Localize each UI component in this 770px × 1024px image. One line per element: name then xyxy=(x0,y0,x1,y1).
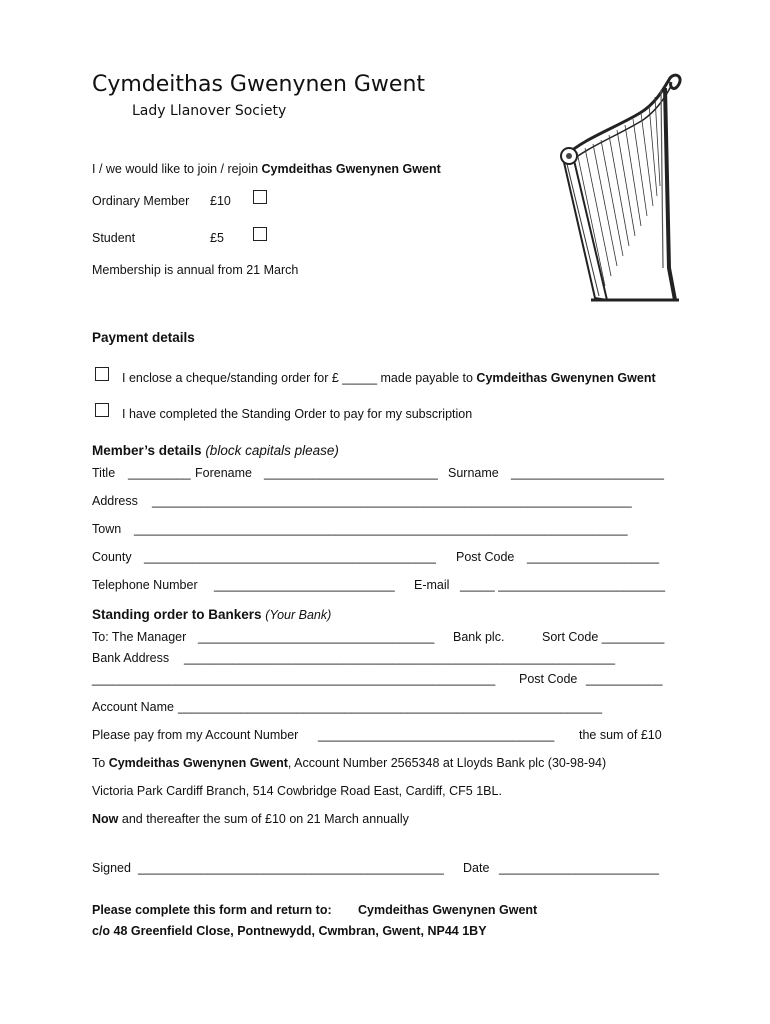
signed-label: Signed xyxy=(92,861,131,875)
bank-address-field[interactable]: ______________________________________________________________ xyxy=(184,651,616,665)
standing-order-note: (Your Bank) xyxy=(265,608,332,622)
account-number-field[interactable]: __________________________________ xyxy=(318,728,555,742)
postcode-label: Post Code xyxy=(456,550,515,564)
payment-heading: Payment details xyxy=(92,330,195,345)
forename-field[interactable]: _________________________ xyxy=(264,466,438,480)
address-label: Address xyxy=(92,494,138,508)
bank-address-label: Bank Address xyxy=(92,651,170,665)
cheque-checkbox[interactable] xyxy=(95,367,109,381)
member-details-heading xyxy=(92,443,339,458)
bank-postcode-label: Post Code xyxy=(519,672,578,686)
now-word: Now xyxy=(92,812,119,826)
ordinary-member-label: Ordinary Member xyxy=(92,194,190,208)
account-number-label: Please pay from my Account Number xyxy=(92,728,299,742)
cheque-statement xyxy=(122,371,656,385)
ordinary-member-checkbox[interactable] xyxy=(253,190,267,204)
payee-statement xyxy=(92,756,606,770)
return-instruction: Please complete this form and return to: xyxy=(92,903,332,917)
student-checkbox[interactable] xyxy=(253,227,267,241)
harp-icon xyxy=(545,68,685,308)
date-label: Date xyxy=(463,861,490,875)
branch-address: Victoria Park Cardiff Branch, 514 Cowbridge Road East, Cardiff, CF5 1BL. xyxy=(92,784,502,798)
signature-field[interactable]: ____________________________________________ xyxy=(138,861,444,875)
title-field[interactable]: _________ xyxy=(128,466,191,480)
surname-field[interactable]: ______________________ xyxy=(511,466,664,480)
telephone-label: Telephone Number xyxy=(92,578,198,592)
return-org-name: Cymdeithas Gwenynen Gwent xyxy=(358,903,538,917)
email-label: E-mail xyxy=(414,578,450,592)
bank-plc-label: Bank plc. xyxy=(453,630,505,644)
form-title: Cymdeithas Gwenynen Gwent xyxy=(92,72,426,97)
cheque-text: I enclose a cheque/standing order for £ _____ made payable to xyxy=(122,371,477,385)
membership-annual-note: Membership is annual from 21 March xyxy=(92,263,299,277)
forename-label: Forename xyxy=(195,466,252,480)
sort-code-field[interactable]: Sort Code _________ xyxy=(542,630,665,644)
manager-field[interactable]: __________________________________ xyxy=(198,630,435,644)
student-label: Student xyxy=(92,231,136,245)
sum-text: the sum of £10 xyxy=(579,728,662,742)
address-field[interactable]: _____________________________________________________________________ xyxy=(152,494,632,508)
county-label: County xyxy=(92,550,132,564)
student-price: £5 xyxy=(210,231,224,245)
account-name-label: Account Name xyxy=(92,700,174,714)
annual-payment-statement xyxy=(92,812,409,826)
standing-order-checkbox[interactable] xyxy=(95,403,109,417)
member-details-title: Member’s details xyxy=(92,443,202,458)
standing-order-statement: I have completed the Standing Order to pay for my subscription xyxy=(122,407,473,421)
cheque-org-name: Cymdeithas Gwenynen Gwent xyxy=(476,371,656,385)
standing-order-title: Standing order to Bankers xyxy=(92,607,262,622)
form-subtitle: Lady Llanover Society xyxy=(132,103,287,119)
return-address: c/o 48 Greenfield Close, Pontnewydd, Cwmbran, Gwent, NP44 1BY xyxy=(92,924,487,938)
payee-account-details: , Account Number 2565348 at Lloyds Bank plc (30-98-94) xyxy=(287,756,607,770)
annual-payment-text: and thereafter the sum of £10 on 21 March annually xyxy=(118,812,409,826)
member-details-note: (block capitals please) xyxy=(205,443,339,458)
payee-prefix: To xyxy=(92,756,109,770)
town-field[interactable]: _______________________________________________________________________ xyxy=(134,522,628,536)
telephone-field[interactable]: __________________________ xyxy=(214,578,395,592)
postcode-field[interactable]: ___________________ xyxy=(527,550,660,564)
account-name-field[interactable]: _____________________________________________________________ xyxy=(178,700,603,714)
surname-label: Surname xyxy=(448,466,499,480)
bank-postcode-field[interactable]: ___________ xyxy=(586,672,663,686)
standing-order-heading xyxy=(92,607,331,622)
county-field[interactable]: __________________________________________ xyxy=(144,550,436,564)
title-label: Title xyxy=(92,466,116,480)
bank-address-line2-field[interactable]: __________________________________________________________ xyxy=(92,672,496,686)
ordinary-member-price: £10 xyxy=(210,194,231,208)
manager-label: To: The Manager xyxy=(92,630,187,644)
town-label: Town xyxy=(92,522,122,536)
join-statement-text: I / we would like to join / rejoin xyxy=(92,162,262,176)
email-field[interactable]: _____ ________________________ xyxy=(460,578,666,592)
join-org-name: Cymdeithas Gwenynen Gwent xyxy=(261,162,441,176)
join-statement xyxy=(92,162,441,176)
payee-org-name: Cymdeithas Gwenynen Gwent xyxy=(108,756,288,770)
date-field[interactable]: _______________________ xyxy=(499,861,659,875)
